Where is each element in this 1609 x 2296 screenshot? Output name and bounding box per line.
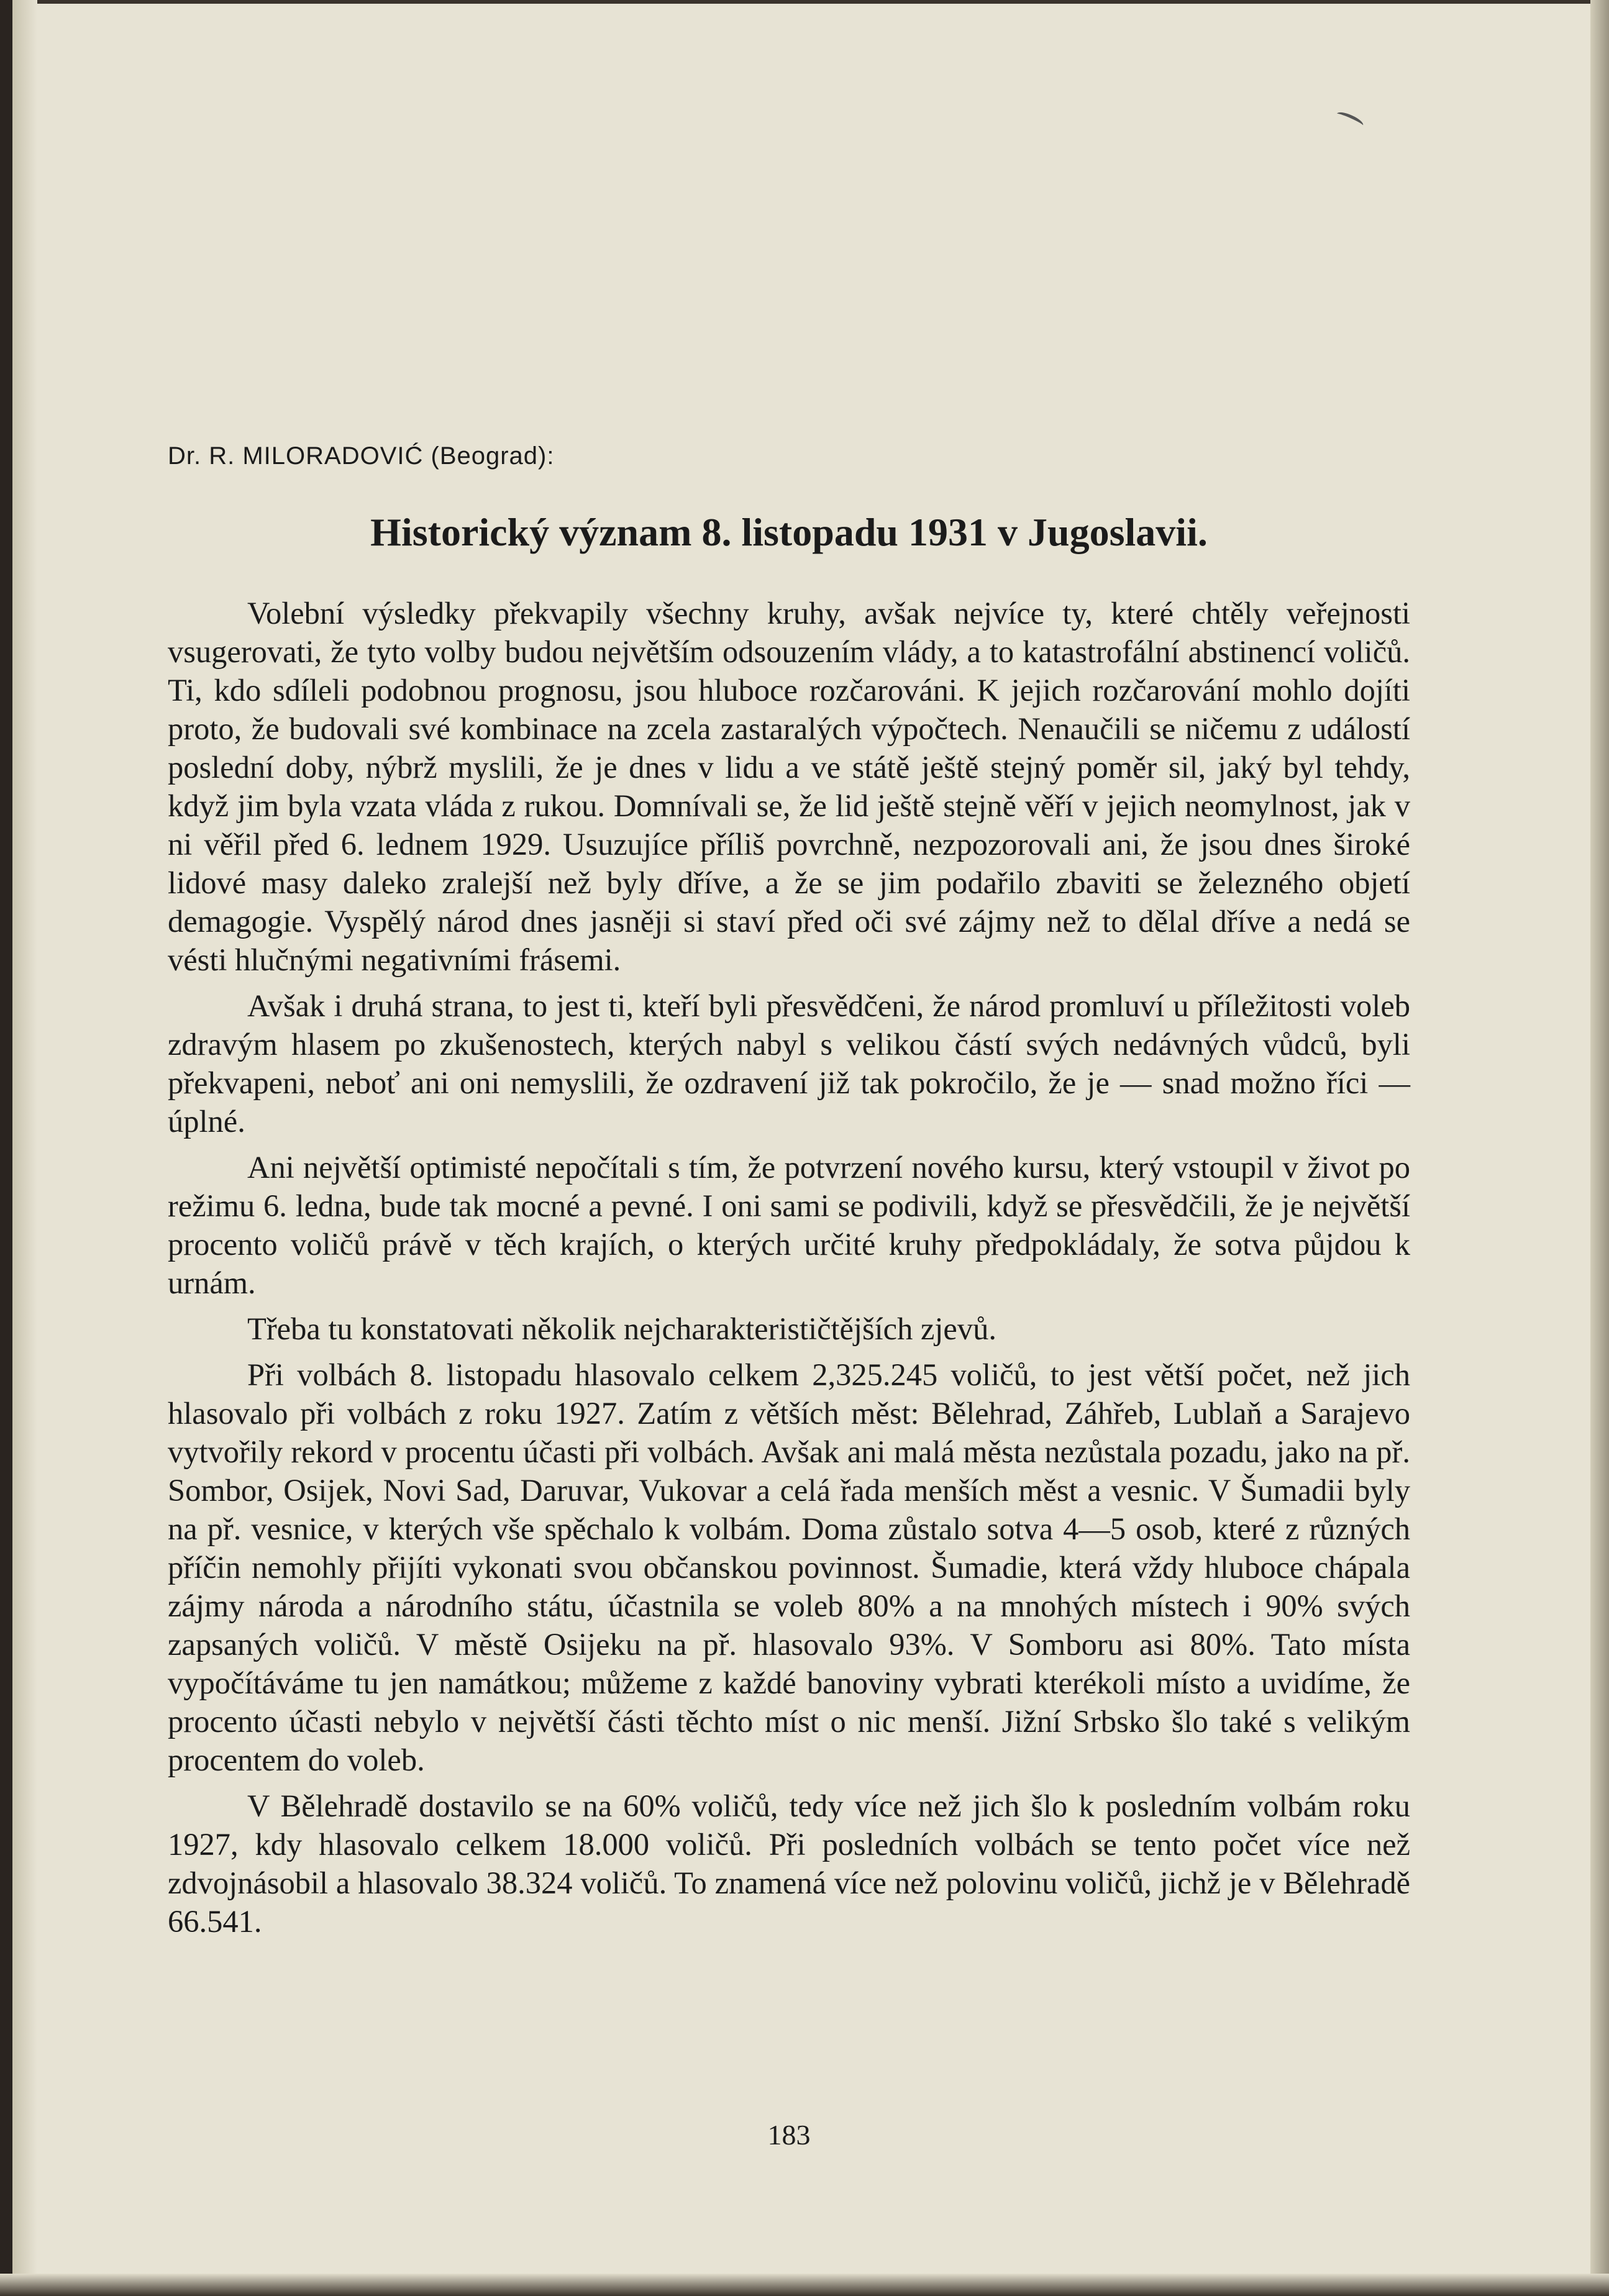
paragraph-1: Volební výsledky překvapily všechny kruhy, avšak nejvíce ty, které chtěly veřejnosti vsugerovati, že tyto volby budou největším odsouzením vlády, a to katastrofální abstinencí voličů. Ti, kdo sdíleli podobnou prognosu, jsou hluboce rozčarováni. K jejich rozčarování mohlo dojíti proto, že budovali své kombinace na zcela zastaralých výpočtech. Nenaučili se ničemu z událostí poslední doby, nýbrž myslili, že je dnes v lidu a ve státě ještě stejný poměr sil, jaký byl tehdy, když jim byla vzata vláda z rukou. Domnívali se, že lid ještě stejně věří v jejich neomylnost, jak v ni věřil před 6. lednem 1929. Usuzujíce příliš povrchně, nezpozorovali ani, že jsou dnes široké lidové masy daleko zralejší než byly dříve, a že se jim podařilo zbaviti se železného objetí demagogie. Vyspělý národ dnes jasněji si staví před oči své zájmy než to dělal dříve a nedá se vésti hlučnými negativními frásemi.: [168, 596, 1410, 977]
article-body: [168, 594, 1410, 1948]
binding-shadow: [12, 0, 37, 2296]
paragraph-2: Avšak i druhá strana, to jest ti, kteří byli přesvědčeni, že národ promluví u příležitosti voleb zdravým hlasem po zkušenostech, kterých nabyl s velikou částí svých nedávných vůdců, byli překvapeni, neboť ani oni nemyslili, že ozdravení již tak pokročilo, že je — snad možno říci — úplné.: [168, 988, 1410, 1139]
paragraph-4: Třeba tu konstatovati několik nejcharakterističtějších zjevů.: [247, 1311, 996, 1346]
book-binding: [0, 0, 12, 2296]
page-number: 183: [767, 2119, 811, 2151]
pencil-mark: [1335, 109, 1365, 129]
paragraph-5: Při volbách 8. listopadu hlasovalo celkem 2,325.245 voličů, to jest větší počet, než jich hlasovalo při volbách z roku 1927. Zatím z větších měst: Bělehrad, Záhřeb, Lublaň a Sarajevo vytvořily rekord v procentu účasti při volbách. Avšak ani malá města nezůstala pozadu, jako na př. Sombor, Osijek, Novi Sad, Daruvar, Vukovar a celá řada menších měst a vesnic. V Šumadii byly na př. vesnice, v kterých vše spěchalo k volbám. Doma zůstalo sotva 4—5 osob, které z různých příčin nemohly přijíti vykonati svou občanskou povinnost. Šumadie, která vždy hluboce chápala zájmy národa a národního státu, účastnila se voleb 80% a na mnohých místech i 90% svých zapsaných voličů. V městě Osijeku na př. hlasovalo 93%. V Somboru asi 80%. Tato místa vypočítáváme tu jen namátkou; můžeme z každé banoviny vybrati kterékoli místo a uvidíme, že procento účasti nebylo v největší části těchto míst o nic menší. Jižní Srbsko šlo také s velikým procentem do voleb.: [168, 1357, 1410, 1777]
page-bottom-edge: [0, 2274, 1609, 2296]
paragraph-3: Ani největší optimisté nepočítali s tím, že potvrzení nového kursu, který vstoupil v život po režimu 6. ledna, bude tak mocné a pevné. I oni sami se podivili, když se přesvědčili, že je největší procento voličů právě v těch krajích, o kterých určité kruhy předpokládaly, že sotva půjdou k urnám.: [168, 1150, 1410, 1300]
page-right-edge: [1590, 0, 1609, 2296]
paragraph-6: V Bělehradě dostavilo se na 60% voličů, tedy více než jich šlo k posledním volbám roku 1927, kdy hlasovalo celkem 18.000 voličů. Při posledních volbách se tento počet více než zdvojnásobil a hlasovalo 38.324 voličů. To znamená více než polovinu voličů, jichž je v Bělehradě 66.541.: [168, 1788, 1410, 1939]
article-title: Historický význam 8. listopadu 1931 v Jugoslavii.: [370, 510, 1208, 554]
article-author: Dr. R. MILORADOVIĆ (Beograd):: [168, 442, 555, 470]
page-top-edge: [0, 0, 1609, 4]
